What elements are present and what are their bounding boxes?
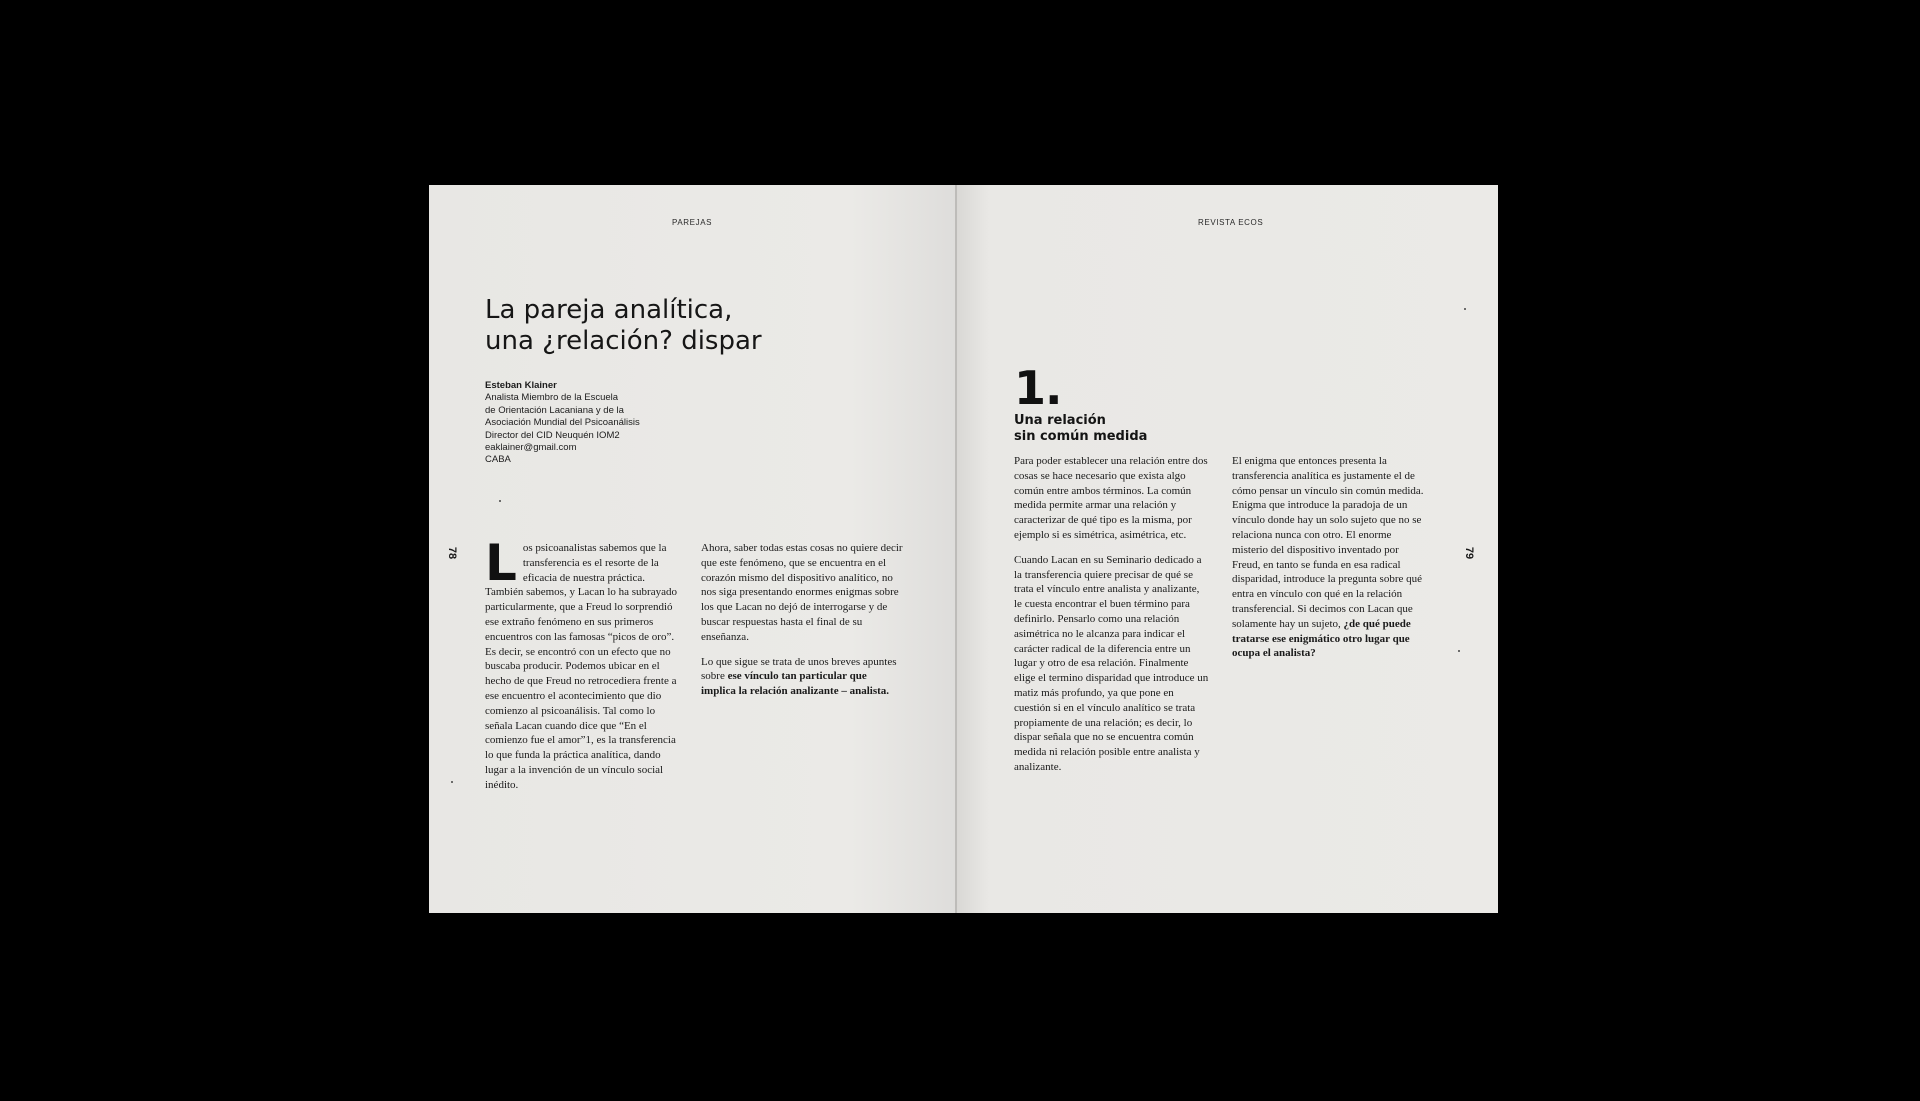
author-line: Director del CID Neuquén IOM2 — [485, 429, 620, 441]
running-head-right: REVISTA ECOS — [1198, 218, 1264, 227]
section-title-line-2: sin común medida — [1014, 429, 1148, 444]
left-page — [429, 185, 956, 913]
paragraph: Para poder establecer una relación entre dos cosas se hace necesario que exista algo común entre ambos términos. La común medida permite armar una relación y caracterizar de qué tipo es la misma, por ejemplo si es simétrica, asimétrica, etc. — [1014, 455, 1208, 541]
section-title-line-1: Una relación — [1014, 413, 1106, 428]
title-line-1: La pareja analítica, — [485, 295, 733, 325]
section-title — [1014, 413, 1147, 445]
article-title — [485, 295, 925, 357]
paper-speck — [1458, 650, 1460, 652]
author-line: de Orientación Lacaniana y de la — [485, 404, 624, 416]
author-city: CABA — [485, 454, 511, 466]
left-column-1 — [485, 534, 685, 803]
page-number-right: 79 — [1463, 546, 1476, 560]
intro-text: os psicoanalistas sabemos que la transferencia es el resorte de la eficacia de nuestra práctica. También sabemos, y Lacan lo ha subrayado particularmente, que a Freud lo sorprendió ese extraño fenómeno en sus primeros encuentros con las famosas “picos de oro”. Es decir, se encontró con un efecto que no buscaba producir. Podemos ubicar en el hecho de que Freud no retrocediera frente a ese encuentro el acontecimiento que dio comienzo al psicoanálisis. Tal como lo señala Lacan cuando dice que “En el comienzo fue el amor”1, es la transferencia lo que funda la práctica analítica, dando lugar a la invención de un vínculo social inédito. — [485, 542, 677, 791]
author-email: eaklainer@gmail.com — [485, 442, 577, 454]
paragraph: Ahora, saber todas estas cosas no quiere decir que este fenómeno, que se encuentra en el corazón mismo del dispositivo analítico, no nos siga presentando enormes enigmas sobre los que Lacan no dejó de interrogarse y de buscar respuestas hasta el final de su enseñanza. — [701, 542, 903, 643]
right-page — [957, 185, 1498, 913]
paragraph — [1232, 454, 1428, 661]
paragraph: Cuando Lacan en su Seminario dedicado a la transferencia quiere precisar de qué se trata el vínculo entre analista y analizante, le cuesta encontrar el buen término para definirlo. Pensarlo como una relación asimétrica no le alcanza para indicar el carácter radical de la diferencia entre un lugar y otro de esa relación. Finalmente elige el termino disparidad que introduce un matiz más profundo, ya que pone en cuestión si en el vínculo analítico se trata propiamente de una relación; es decir, lo dispar señala que no se encuentra común medida ni relación posible entre analista y analizante. — [1014, 553, 1209, 773]
paragraph-lead: Lo que sigue se trata de unos breves apuntes sobre — [701, 655, 897, 683]
page-number-left: 78 — [446, 546, 459, 560]
running-head-left: PAREJAS — [672, 218, 713, 227]
title-line-2: una ¿relación? dispar — [485, 326, 762, 356]
right-column-1 — [1014, 454, 1210, 785]
right-column-2 — [1232, 454, 1428, 671]
author-byline — [485, 380, 640, 467]
intro-paragraph — [485, 534, 685, 793]
paper-speck — [451, 781, 453, 783]
author-line: Analista Miembro de la Escuela — [485, 392, 619, 404]
paragraph-bold: ¿de qué puede tratarse ese enigmático otro lugar que ocupa el analista? — [1232, 617, 1411, 660]
left-column-2 — [701, 541, 904, 709]
paragraph — [701, 655, 904, 699]
paragraph-lead: El enigma que entonces presenta la transferencia analítica es justamente el de cómo pensar un vínculo sin común medida. Enigma que introduce la paradoja de un vínculo donde hay un solo sujeto que no se relaciona nunca con otro. El enorme misterio del dispositivo inventado por Freud, en tanto se funda en esa radical disparidad, introduce la pregunta sobre qué entra en vínculo con qué en la relación transferencial. Si decimos con Lacan que solamente hay un sujeto, — [1232, 455, 1424, 630]
section-number: 1. — [1014, 361, 1062, 415]
paragraph-bold: ese vínculo tan particular que implica la relación analizante – analista. — [701, 670, 890, 698]
author-name: Esteban Klainer — [485, 380, 557, 391]
paper-speck — [499, 500, 501, 502]
paper-speck — [1464, 308, 1466, 310]
author-line: Asociación Mundial del Psicoanálisis — [485, 417, 640, 429]
drop-cap: L — [485, 534, 517, 592]
